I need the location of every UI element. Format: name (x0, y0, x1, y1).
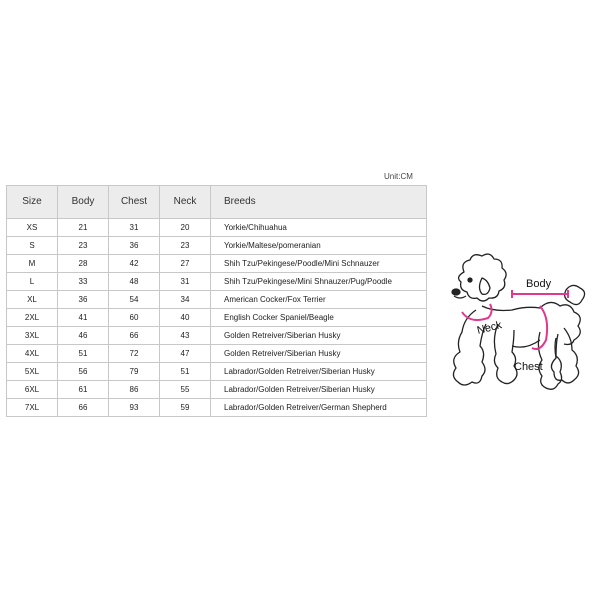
cell-body: 21 (58, 219, 109, 237)
table-row (7, 363, 427, 381)
cell-breeds: Yorkie/Maltese/pomeranian (211, 237, 427, 255)
cell-neck: 23 (160, 237, 211, 255)
cell-size: XS (7, 219, 58, 237)
cell-neck: 55 (160, 381, 211, 399)
cell-neck: 40 (160, 309, 211, 327)
table-row (7, 273, 427, 291)
cell-chest: 36 (109, 237, 160, 255)
cell-body: 28 (58, 255, 109, 273)
cell-neck: 47 (160, 345, 211, 363)
table-row (7, 381, 427, 399)
cell-breeds: Shih Tzu/Pekingese/Poodle/Mini Schnauzer (211, 255, 427, 273)
cell-size: 7XL (7, 399, 58, 417)
cell-neck: 43 (160, 327, 211, 345)
cell-breeds: Labrador/Golden Retreiver/Siberian Husky (211, 363, 427, 381)
body-label: Body (526, 278, 552, 290)
header-neck: Neck (160, 186, 211, 219)
cell-body: 51 (58, 345, 109, 363)
cell-neck: 20 (160, 219, 211, 237)
table-row (7, 345, 427, 363)
unit-label: Unit:CM (384, 172, 413, 181)
cell-neck: 27 (160, 255, 211, 273)
table-row (7, 291, 427, 309)
table-row (7, 237, 427, 255)
table-row (7, 309, 427, 327)
header-size: Size (7, 186, 58, 219)
cell-neck: 51 (160, 363, 211, 381)
cell-body: 46 (58, 327, 109, 345)
size-chart-table (6, 185, 427, 417)
body-measure-line (512, 290, 568, 298)
cell-body: 61 (58, 381, 109, 399)
cell-chest: 79 (109, 363, 160, 381)
cell-size: L (7, 273, 58, 291)
cell-size: S (7, 237, 58, 255)
cell-chest: 66 (109, 327, 160, 345)
chest-measure-line (532, 306, 547, 349)
header-body: Body (58, 186, 109, 219)
cell-breeds: Labrador/Golden Retreiver/Siberian Husky (211, 381, 427, 399)
cell-chest: 72 (109, 345, 160, 363)
cell-size: 5XL (7, 363, 58, 381)
table-row (7, 327, 427, 345)
chest-label: Chest (514, 361, 543, 373)
cell-breeds: Golden Retreiver/Siberian Husky (211, 327, 427, 345)
cell-breeds: American Cocker/Fox Terrier (211, 291, 427, 309)
cell-breeds: Labrador/Golden Retreiver/German Shepherd (211, 399, 427, 417)
cell-chest: 60 (109, 309, 160, 327)
cell-size: 3XL (7, 327, 58, 345)
cell-neck: 31 (160, 273, 211, 291)
cell-chest: 48 (109, 273, 160, 291)
cell-breeds: Shih Tzu/Pekingese/Mini Shnauzer/Pug/Poodle (211, 273, 427, 291)
cell-size: 2XL (7, 309, 58, 327)
cell-chest: 42 (109, 255, 160, 273)
header-chest: Chest (109, 186, 160, 219)
cell-size: 4XL (7, 345, 58, 363)
cell-size: XL (7, 291, 58, 309)
cell-chest: 86 (109, 381, 160, 399)
cell-body: 36 (58, 291, 109, 309)
table-row (7, 255, 427, 273)
neck-label: Neck (475, 319, 504, 337)
cell-chest: 54 (109, 291, 160, 309)
cell-body: 33 (58, 273, 109, 291)
header-breeds: Breeds (211, 186, 427, 219)
cell-chest: 93 (109, 399, 160, 417)
cell-body: 56 (58, 363, 109, 381)
cell-chest: 31 (109, 219, 160, 237)
cell-body: 66 (58, 399, 109, 417)
cell-body: 41 (58, 309, 109, 327)
cell-breeds: Golden Retreiver/Siberian Husky (211, 345, 427, 363)
cell-breeds: English Cocker Spaniel/Beagle (211, 309, 427, 327)
table-row (7, 399, 427, 417)
cell-body: 23 (58, 237, 109, 255)
cell-breeds: Yorkie/Chihuahua (211, 219, 427, 237)
cell-size: 6XL (7, 381, 58, 399)
cell-neck: 59 (160, 399, 211, 417)
neck-measure-line (462, 304, 492, 320)
table-row (7, 219, 427, 237)
cell-size: M (7, 255, 58, 273)
cell-neck: 34 (160, 291, 211, 309)
table-header-row (7, 186, 427, 219)
dog-measurement-diagram (442, 250, 592, 400)
